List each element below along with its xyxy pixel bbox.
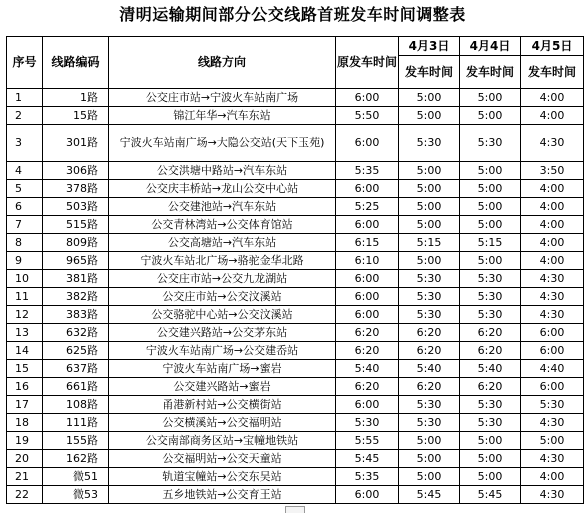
cell-seq: 9 [7, 252, 43, 270]
table-row [7, 270, 584, 288]
cell-original-time: 6:00 [336, 125, 399, 162]
cell-seq: 13 [7, 324, 43, 342]
cell-time-apr4: 5:00 [460, 450, 521, 468]
cell-direction: 宁波火车站北广场→骆驼金华北路 [109, 252, 336, 270]
cell-time-apr4: 5:00 [460, 89, 521, 107]
cell-route: 111路 [43, 414, 109, 432]
table-row [7, 450, 584, 468]
cell-time-apr4: 5:30 [460, 414, 521, 432]
cell-direction: 锦江年华→汽车东站 [109, 107, 336, 125]
table-row [7, 324, 584, 342]
table-row [7, 198, 584, 216]
cell-time-apr3: 5:00 [399, 468, 460, 486]
table-row [7, 252, 584, 270]
cell-seq: 21 [7, 468, 43, 486]
table-row [7, 378, 584, 396]
cell-seq: 10 [7, 270, 43, 288]
table-row [7, 107, 584, 125]
cell-time-apr4: 5:00 [460, 198, 521, 216]
header-direction: 线路方向 [109, 37, 336, 89]
cell-time-apr3: 5:30 [399, 396, 460, 414]
cell-time-apr4: 5:30 [460, 396, 521, 414]
cell-direction: 宁波火车站南广场→公交建岙站 [109, 342, 336, 360]
cell-original-time: 5:35 [336, 468, 399, 486]
cell-route: 155路 [43, 432, 109, 450]
cell-original-time: 6:00 [336, 89, 399, 107]
cell-direction: 公交建兴路站→蜜岩 [109, 378, 336, 396]
table-row [7, 468, 584, 486]
cell-seq: 19 [7, 432, 43, 450]
cell-original-time: 5:35 [336, 162, 399, 180]
cell-route: 微53 [43, 486, 109, 504]
cell-seq: 15 [7, 360, 43, 378]
cell-time-apr4: 5:00 [460, 180, 521, 198]
cell-original-time: 6:00 [336, 486, 399, 504]
cell-time-apr5: 4:00 [521, 216, 584, 234]
cell-time-apr5: 4:40 [521, 360, 584, 378]
cell-time-apr3: 5:00 [399, 89, 460, 107]
cell-time-apr4: 5:00 [460, 162, 521, 180]
cell-route: 809路 [43, 234, 109, 252]
cell-direction: 公交庄市站→宁波火车站南广场 [109, 89, 336, 107]
cell-time-apr3: 5:30 [399, 288, 460, 306]
table-row [7, 342, 584, 360]
cell-time-apr3: 5:30 [399, 306, 460, 324]
cell-direction: 宁波火车站南广场→蜜岩 [109, 360, 336, 378]
cell-time-apr4: 5:00 [460, 432, 521, 450]
cell-route: 15路 [43, 107, 109, 125]
header-seq: 序号 [7, 37, 43, 89]
cell-original-time: 6:00 [336, 396, 399, 414]
cell-direction: 公交高塘站→汽车东站 [109, 234, 336, 252]
cell-time-apr3: 5:00 [399, 252, 460, 270]
cell-route: 382路 [43, 288, 109, 306]
cell-route: 378路 [43, 180, 109, 198]
cell-time-apr4: 5:45 [460, 486, 521, 504]
cell-original-time: 5:25 [336, 198, 399, 216]
cell-route: 162路 [43, 450, 109, 468]
cell-time-apr5: 4:30 [521, 125, 584, 162]
cell-time-apr5: 4:30 [521, 288, 584, 306]
cell-route: 1路 [43, 89, 109, 107]
cell-time-apr5: 5:00 [521, 432, 584, 450]
cell-time-apr3: 5:00 [399, 216, 460, 234]
cell-time-apr4: 6:20 [460, 324, 521, 342]
header-original-time: 原发车时间 [336, 37, 399, 89]
cell-original-time: 6:20 [336, 378, 399, 396]
table-row [7, 162, 584, 180]
cell-route: 965路 [43, 252, 109, 270]
cell-original-time: 5:50 [336, 107, 399, 125]
table-row [7, 486, 584, 504]
cell-time-apr3: 5:15 [399, 234, 460, 252]
cell-time-apr4: 5:00 [460, 216, 521, 234]
cell-direction: 轨道宝幢站→公交东吴站 [109, 468, 336, 486]
cell-seq: 18 [7, 414, 43, 432]
table-row [7, 125, 584, 162]
table-row [7, 89, 584, 107]
cell-seq: 17 [7, 396, 43, 414]
table-row [7, 360, 584, 378]
cell-time-apr4: 5:30 [460, 125, 521, 162]
cell-direction: 公交庆丰桥站→龙山公交中心站 [109, 180, 336, 198]
cell-route: 383路 [43, 306, 109, 324]
cell-time-apr4: 6:20 [460, 342, 521, 360]
cell-seq: 4 [7, 162, 43, 180]
cell-direction: 公交建兴路站→公交茅东站 [109, 324, 336, 342]
cell-original-time: 6:00 [336, 180, 399, 198]
cell-original-time: 6:00 [336, 216, 399, 234]
cell-time-apr3: 6:20 [399, 342, 460, 360]
cell-time-apr3: 5:00 [399, 198, 460, 216]
header-date-apr4: 4月4日 [460, 37, 521, 56]
cell-time-apr5: 4:30 [521, 450, 584, 468]
cell-time-apr3: 5:00 [399, 107, 460, 125]
cell-time-apr5: 4:00 [521, 107, 584, 125]
cell-time-apr3: 5:30 [399, 125, 460, 162]
header-depart-apr5: 发车时间 [521, 56, 584, 89]
cell-seq: 22 [7, 486, 43, 504]
cell-time-apr5: 4:30 [521, 270, 584, 288]
cell-direction: 甬港新村站→公交横街站 [109, 396, 336, 414]
cell-original-time: 6:00 [336, 288, 399, 306]
cell-seq: 12 [7, 306, 43, 324]
cell-seq: 7 [7, 216, 43, 234]
header-route: 线路编码 [43, 37, 109, 89]
cell-time-apr3: 5:30 [399, 414, 460, 432]
cell-route: 632路 [43, 324, 109, 342]
header-row [7, 37, 584, 56]
cell-time-apr4: 5:30 [460, 306, 521, 324]
cell-time-apr5: 5:30 [521, 396, 584, 414]
cell-time-apr3: 5:00 [399, 180, 460, 198]
cell-time-apr4: 5:15 [460, 234, 521, 252]
cell-original-time: 5:45 [336, 450, 399, 468]
cell-seq: 3 [7, 125, 43, 162]
cell-route: 381路 [43, 270, 109, 288]
cell-time-apr4: 6:20 [460, 378, 521, 396]
header-date-apr5: 4月5日 [521, 37, 584, 56]
cell-route: 625路 [43, 342, 109, 360]
cell-original-time: 6:10 [336, 252, 399, 270]
cell-time-apr3: 5:30 [399, 270, 460, 288]
schedule-table [6, 36, 584, 504]
cell-time-apr4: 5:30 [460, 270, 521, 288]
cell-route: 503路 [43, 198, 109, 216]
cell-time-apr5: 4:00 [521, 468, 584, 486]
cell-time-apr5: 4:30 [521, 414, 584, 432]
cell-direction: 公交洪塘中路站→汽车东站 [109, 162, 336, 180]
table-row [7, 414, 584, 432]
header-date-apr3: 4月3日 [399, 37, 460, 56]
cell-time-apr3: 5:00 [399, 450, 460, 468]
cell-time-apr3: 5:40 [399, 360, 460, 378]
cell-route: 515路 [43, 216, 109, 234]
cell-direction: 公交建池站→汽车东站 [109, 198, 336, 216]
cell-time-apr5: 4:30 [521, 306, 584, 324]
cell-direction: 公交青林湾站→公交体育馆站 [109, 216, 336, 234]
cell-original-time: 6:20 [336, 342, 399, 360]
table-row [7, 306, 584, 324]
page-title: 清明运输期间部分公交线路首班发车时间调整表 [119, 5, 466, 24]
cell-seq: 6 [7, 198, 43, 216]
cell-route: 微51 [43, 468, 109, 486]
cell-time-apr4: 5:30 [460, 288, 521, 306]
cell-direction: 公交庄市站→公交九龙湖站 [109, 270, 336, 288]
cell-route: 661路 [43, 378, 109, 396]
table-row [7, 234, 584, 252]
cell-original-time: 6:15 [336, 234, 399, 252]
cell-route: 108路 [43, 396, 109, 414]
cell-time-apr5: 6:00 [521, 324, 584, 342]
cell-seq: 11 [7, 288, 43, 306]
cell-time-apr4: 5:00 [460, 252, 521, 270]
cell-time-apr5: 4:00 [521, 252, 584, 270]
table-row [7, 288, 584, 306]
cell-direction: 公交庄市站→公交汶溪站 [109, 288, 336, 306]
cell-time-apr5: 6:00 [521, 342, 584, 360]
cell-seq: 5 [7, 180, 43, 198]
table-row [7, 396, 584, 414]
cell-seq: 16 [7, 378, 43, 396]
cell-time-apr3: 6:20 [399, 324, 460, 342]
cell-time-apr4: 5:00 [460, 468, 521, 486]
cell-original-time: 5:55 [336, 432, 399, 450]
cell-direction: 公交横溪站→公交福明站 [109, 414, 336, 432]
cell-time-apr5: 6:00 [521, 378, 584, 396]
table-row [7, 432, 584, 450]
cell-time-apr5: 4:00 [521, 180, 584, 198]
cell-direction: 公交福明站→公交天童站 [109, 450, 336, 468]
cell-direction: 宁波火车站南广场→大隐公交站(天下玉苑) [109, 125, 336, 162]
table-body [7, 89, 584, 504]
header-depart-apr3: 发车时间 [399, 56, 460, 89]
cell-route: 306路 [43, 162, 109, 180]
cell-time-apr5: 4:00 [521, 198, 584, 216]
cell-direction: 公交骆驼中心站→公交汶溪站 [109, 306, 336, 324]
cell-time-apr5: 3:50 [521, 162, 584, 180]
cell-time-apr3: 6:20 [399, 378, 460, 396]
table-row [7, 180, 584, 198]
cell-time-apr4: 5:00 [460, 107, 521, 125]
cell-seq: 14 [7, 342, 43, 360]
cell-seq: 8 [7, 234, 43, 252]
cell-route: 637路 [43, 360, 109, 378]
cell-seq: 20 [7, 450, 43, 468]
cell-original-time: 6:20 [336, 324, 399, 342]
table-row [7, 216, 584, 234]
cell-seq: 1 [7, 89, 43, 107]
cell-time-apr4: 5:40 [460, 360, 521, 378]
cell-time-apr5: 4:00 [521, 89, 584, 107]
cell-seq: 2 [7, 107, 43, 125]
cell-route: 301路 [43, 125, 109, 162]
cell-original-time: 6:00 [336, 270, 399, 288]
cell-time-apr5: 4:30 [521, 486, 584, 504]
cell-original-time: 6:00 [336, 306, 399, 324]
header-depart-apr4: 发车时间 [460, 56, 521, 89]
cell-time-apr3: 5:00 [399, 162, 460, 180]
cell-direction: 公交南部商务区站→宝幢地铁站 [109, 432, 336, 450]
cell-time-apr3: 5:00 [399, 432, 460, 450]
cell-original-time: 5:30 [336, 414, 399, 432]
cell-time-apr3: 5:45 [399, 486, 460, 504]
cell-time-apr5: 4:00 [521, 234, 584, 252]
cell-direction: 五乡地铁站→公交育王站 [109, 486, 336, 504]
cell-original-time: 5:40 [336, 360, 399, 378]
